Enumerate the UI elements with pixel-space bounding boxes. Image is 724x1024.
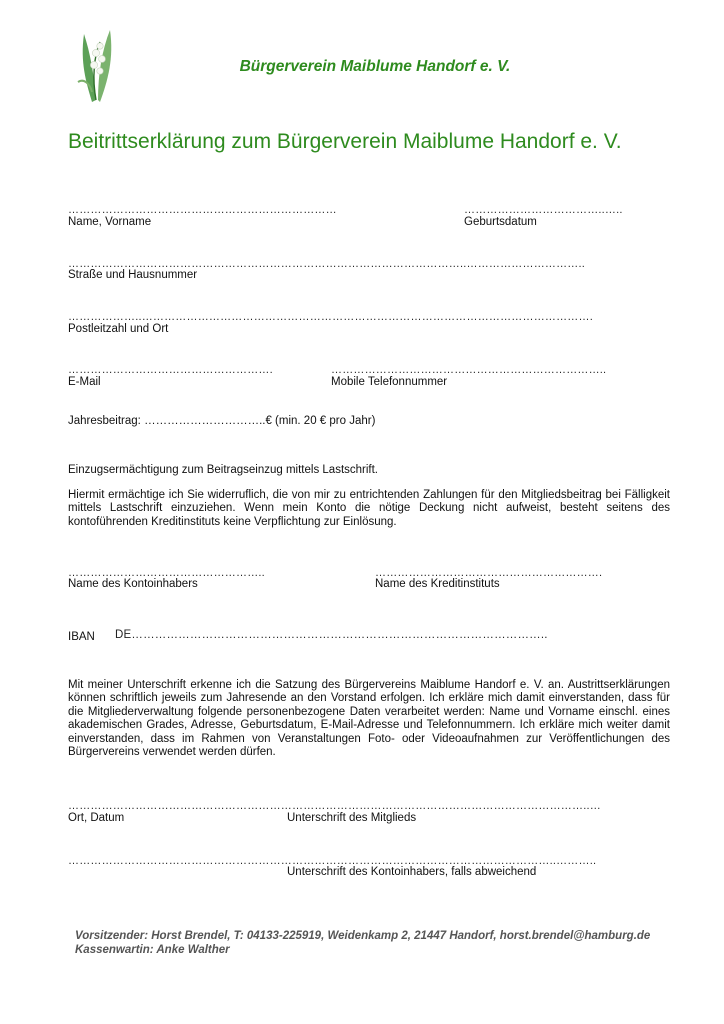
phone-field-line[interactable]: ……………………………………………………………….. — [331, 364, 607, 376]
mandate-text: Hiermit ermächtige ich Sie widerruflich, die von mir zu entrichtenden Zahlungen für den Mitgliedsbeitrag bei Fälligkeit mittels Lastschrift einzuziehen. Wenn mein Konto die nötige Deckung nicht aufweist, besteht seitens des kontoführenden Kreditinstituts keine Verpflichtung zur Einlösung. — [68, 489, 670, 528]
account-holder-field-line[interactable]: …………………………………………….. — [68, 567, 265, 579]
bank-name-label: Name des Kreditinstituts — [375, 578, 500, 590]
email-field-line[interactable]: ………………………………………………. — [68, 364, 273, 376]
mandate-heading: Einzugsermächtigung zum Beitragseinzug mittels Lastschrift. — [68, 464, 379, 476]
page-title: Beitrittserklärung zum Bürgerverein Maiblume Handorf e. V. — [68, 130, 622, 153]
account-holder-signature-label: Unterschrift des Kontoinhabers, falls abweichend — [287, 866, 537, 878]
consent-text: Mit meiner Unterschrift erkenne ich die Satzung des Bürgervereins Maiblume Handorf e. V. an. Austrittserklärungen können schriftlich jeweils zum Jahresende an den Vorstand erfolgen. Ich erkläre mich damit einverstanden, dass für die Mitgliederverwaltung folgende personenbezogene Daten verarbeitet werden: Name und Vorname einschl. eines akademischen Grades, Adresse, Geburtsdatum, E-Mail-Adresse und Telefonnummern. Ich erkläre mich weiter damit einverstanden, dass im Rahmen von Veranstaltungen Foto- oder Videoaufnahmen zur Veröffentlichungen des Bürgervereins verwendet werden dürfen. — [68, 679, 670, 759]
phone-label: Mobile Telefonnummer — [331, 376, 448, 388]
birthdate-field-line[interactable]: ………………………………..….. — [464, 204, 623, 216]
name-field-line[interactable]: ……………………………………………………………… — [68, 204, 337, 216]
account-holder-label: Name des Kontoinhabers — [68, 578, 198, 590]
org-name-header: Bürgerverein Maiblume Handorf e. V. — [239, 58, 511, 75]
email-label: E-Mail — [68, 376, 101, 388]
iban-field[interactable]: DE…………………………………………………………………………………………….. — [115, 629, 548, 641]
member-signature-label: Unterschrift des Mitglieds — [287, 812, 417, 824]
birthdate-label: Geburtsdatum — [464, 216, 537, 228]
footer-treasurer: Kassenwartin: Anke Walther — [75, 944, 230, 956]
signature-line-member[interactable]: …………………………………………………………………………………………………………………………..… — [68, 800, 601, 812]
annual-fee-field[interactable]: Jahresbeitrag: …………………………..€ (min. 20 € pro Jahr) — [68, 415, 376, 427]
iban-label: IBAN — [68, 631, 95, 643]
street-field-line[interactable]: ……………………………………………………………………………………………..………………………….. — [68, 258, 586, 270]
bank-name-field-line[interactable]: ……………………………………………………. — [375, 567, 603, 579]
city-label: Postleitzahl und Ort — [68, 323, 169, 335]
place-date-label: Ort, Datum — [68, 812, 125, 824]
name-label: Name, Vorname — [68, 216, 152, 228]
footer-chairman: Vorsitzender: Horst Brendel, T: 04133-225919, Weidenkamp 2, 21447 Handorf, horst.brendel@hamburg.de — [75, 930, 651, 942]
city-field-line[interactable]: ………………..…………………………………………………………………………………………………………. — [68, 311, 593, 323]
street-label: Straße und Hausnummer — [68, 269, 198, 281]
signature-line-account-holder[interactable]: …………………………………………………………………………………………………………………..……….. — [68, 855, 597, 867]
